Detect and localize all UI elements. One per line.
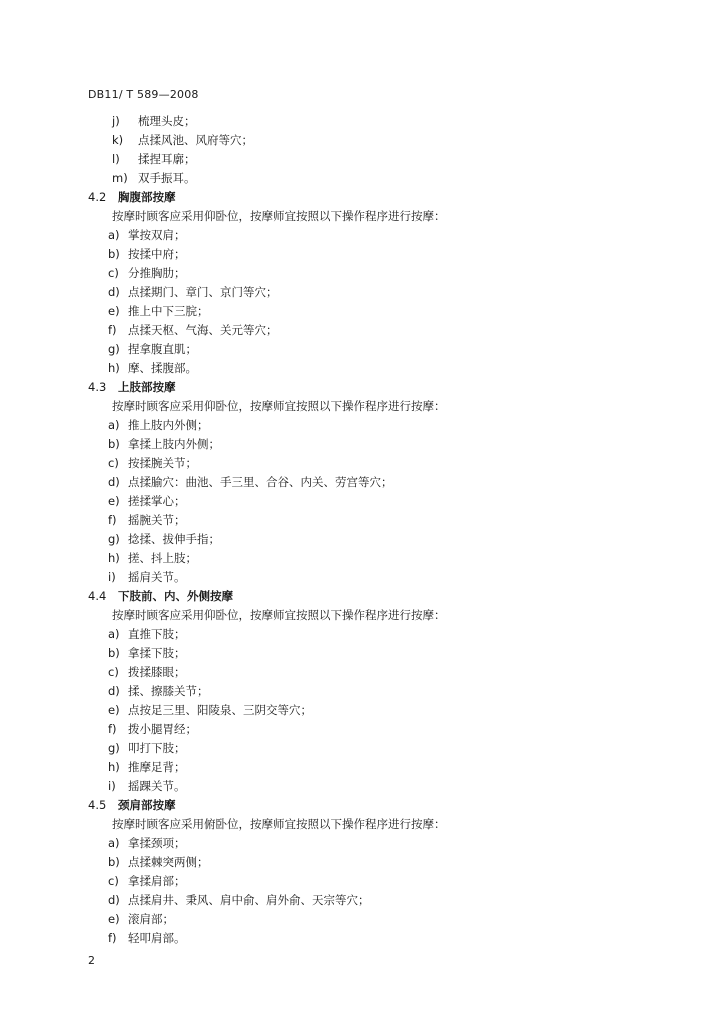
list-item-text: 点按足三里、阳陵泉、三阴交等穴；: [128, 703, 312, 717]
list-marker: a): [108, 228, 120, 242]
section-heading: [88, 190, 176, 204]
list-item: [108, 874, 186, 888]
list-item: [108, 912, 174, 926]
list-item-text: 推上中下三脘；: [128, 304, 209, 318]
list-marker: e): [108, 304, 120, 318]
section-heading: [88, 798, 176, 812]
list-marker: e): [108, 912, 120, 926]
list-marker: b): [108, 855, 120, 869]
list-item: [108, 247, 186, 261]
list-item: [108, 532, 220, 546]
list-item-text: 点揉肩井、秉风、肩中俞、肩外俞、天宗等穴；: [128, 893, 370, 907]
list-item: [108, 418, 209, 432]
list-marker: d): [108, 893, 120, 907]
section-number: 4.5: [88, 798, 107, 812]
list-item: [108, 855, 209, 869]
section-intro: [112, 608, 446, 622]
list-item-text: 叩打下肢；: [128, 741, 186, 755]
list-marker: a): [108, 836, 120, 850]
list-item-text: 搓、抖上肢；: [128, 551, 197, 565]
list-marker: m): [112, 171, 128, 185]
list-marker: f): [108, 323, 117, 337]
list-marker: d): [108, 475, 120, 489]
list-item-text: 梳理头皮；: [138, 114, 196, 128]
list-item: [108, 285, 278, 299]
list-item-text: 点揉风池、风府等穴；: [138, 133, 253, 147]
list-marker: i): [108, 779, 116, 793]
list-item-text: 捏拿腹直肌；: [128, 342, 197, 356]
list-marker: e): [108, 494, 120, 508]
list-item-text: 按揉腕关节；: [128, 456, 197, 470]
list-item-text: 掌按双肩；: [128, 228, 186, 242]
list-item-text: 按揉中府；: [128, 247, 186, 261]
list-marker: b): [108, 437, 120, 451]
section-intro: [112, 209, 446, 223]
list-item: [108, 266, 186, 280]
list-item-text: 点揉腧穴：曲池、手三里、合谷、内关、劳宫等穴；: [128, 475, 393, 489]
section-number: 4.4: [88, 589, 107, 603]
list-item-text: 摩、揉腹部。: [128, 361, 197, 375]
section-title: 胸腹部按摩: [118, 190, 176, 204]
list-item: [108, 475, 393, 489]
list-item-text: 拿揉下肢；: [128, 646, 186, 660]
section-intro: [112, 399, 446, 413]
list-item: [112, 171, 196, 185]
list-marker: h): [108, 760, 120, 774]
list-item-text: 分推胸肋；: [128, 266, 186, 280]
list-item: [108, 437, 220, 451]
list-item: [108, 342, 197, 356]
list-item-text: 点揉棘突两侧；: [128, 855, 209, 869]
list-item: [108, 741, 186, 755]
list-marker: d): [108, 285, 120, 299]
list-item: [108, 494, 186, 508]
list-item: [108, 722, 197, 736]
list-item: [108, 931, 186, 945]
list-item: [108, 779, 186, 793]
list-item-text: 双手振耳。: [138, 171, 196, 185]
list-item-text: 直推下肢；: [128, 627, 186, 641]
list-marker: b): [108, 646, 120, 660]
list-item-text: 拨揉膝眼；: [128, 665, 186, 679]
list-item-text: 拿揉肩部；: [128, 874, 186, 888]
list-item: [108, 893, 370, 907]
list-item: [108, 665, 186, 679]
list-item-text: 捻揉、拔伸手指；: [128, 532, 220, 546]
list-item: [108, 703, 312, 717]
list-item-text: 点揉期门、章门、京门等穴；: [128, 285, 278, 299]
list-marker: f): [108, 931, 117, 945]
list-item-text: 摇踝关节。: [128, 779, 186, 793]
list-marker: f): [108, 722, 117, 736]
section-number: 4.2: [88, 190, 107, 204]
list-marker: h): [108, 361, 120, 375]
page-number: 2: [88, 954, 95, 967]
list-marker: d): [108, 684, 120, 698]
list-item-text: 揉、擦膝关节；: [128, 684, 209, 698]
list-item: [108, 684, 209, 698]
list-marker: j): [112, 114, 120, 128]
intro-text: 按摩时顾客应采用仰卧位，按摩师宜按照以下操作程序进行按摩：: [112, 608, 446, 622]
list-marker: h): [108, 551, 120, 565]
list-marker: c): [108, 874, 119, 888]
list-item-text: 搓揉掌心；: [128, 494, 186, 508]
list-item-text: 点揉天枢、气海、关元等穴；: [128, 323, 278, 337]
section-heading: [88, 589, 233, 603]
list-marker: e): [108, 703, 120, 717]
list-marker: k): [112, 133, 124, 147]
list-item: [112, 114, 196, 128]
list-item: [108, 513, 186, 527]
list-item-text: 拿揉颈项；: [128, 836, 186, 850]
intro-text: 按摩时顾客应采用俯卧位，按摩师宜按照以下操作程序进行按摩：: [112, 817, 446, 831]
list-marker: c): [108, 456, 119, 470]
section-number: 4.3: [88, 380, 107, 394]
list-item: [108, 836, 186, 850]
list-item-text: 拨小腿胃经；: [128, 722, 197, 736]
section-intro: [112, 817, 446, 831]
list-item: [108, 646, 186, 660]
list-marker: f): [108, 513, 117, 527]
list-marker: c): [108, 266, 119, 280]
list-item: [108, 361, 197, 375]
list-item: [108, 228, 186, 242]
list-marker: g): [108, 532, 120, 546]
list-item: [108, 760, 186, 774]
section-title: 颈肩部按摩: [118, 798, 176, 812]
list-item: [108, 304, 209, 318]
list-item-text: 轻叩肩部。: [128, 931, 186, 945]
intro-text: 按摩时顾客应采用仰卧位，按摩师宜按照以下操作程序进行按摩：: [112, 399, 446, 413]
list-item: [108, 570, 186, 584]
section-heading: [88, 380, 176, 394]
list-item-text: 摇腕关节；: [128, 513, 186, 527]
list-item-text: 揉捏耳廓；: [138, 152, 196, 166]
list-marker: c): [108, 665, 119, 679]
list-marker: i): [108, 570, 116, 584]
list-item: [112, 152, 196, 166]
list-item: [108, 456, 197, 470]
section-title: 上肢部按摩: [118, 380, 176, 394]
section-title: 下肢前、内、外侧按摩: [118, 589, 233, 603]
intro-text: 按摩时顾客应采用仰卧位，按摩师宜按照以下操作程序进行按摩：: [112, 209, 446, 223]
list-marker: g): [108, 741, 120, 755]
list-item-text: 拿揉上肢内外侧；: [128, 437, 220, 451]
list-marker: b): [108, 247, 120, 261]
list-item: [108, 551, 197, 565]
list-marker: a): [108, 418, 120, 432]
document-code-header: DB11/ T 589—2008: [88, 88, 199, 101]
list-item-text: 推摩足背；: [128, 760, 186, 774]
list-item-text: 摇肩关节。: [128, 570, 186, 584]
list-item-text: 推上肢内外侧；: [128, 418, 209, 432]
list-item-text: 滚肩部；: [128, 912, 174, 926]
list-marker: l): [112, 152, 120, 166]
list-item: [112, 133, 253, 147]
list-marker: g): [108, 342, 120, 356]
list-item: [108, 323, 278, 337]
list-marker: a): [108, 627, 120, 641]
list-item: [108, 627, 186, 641]
